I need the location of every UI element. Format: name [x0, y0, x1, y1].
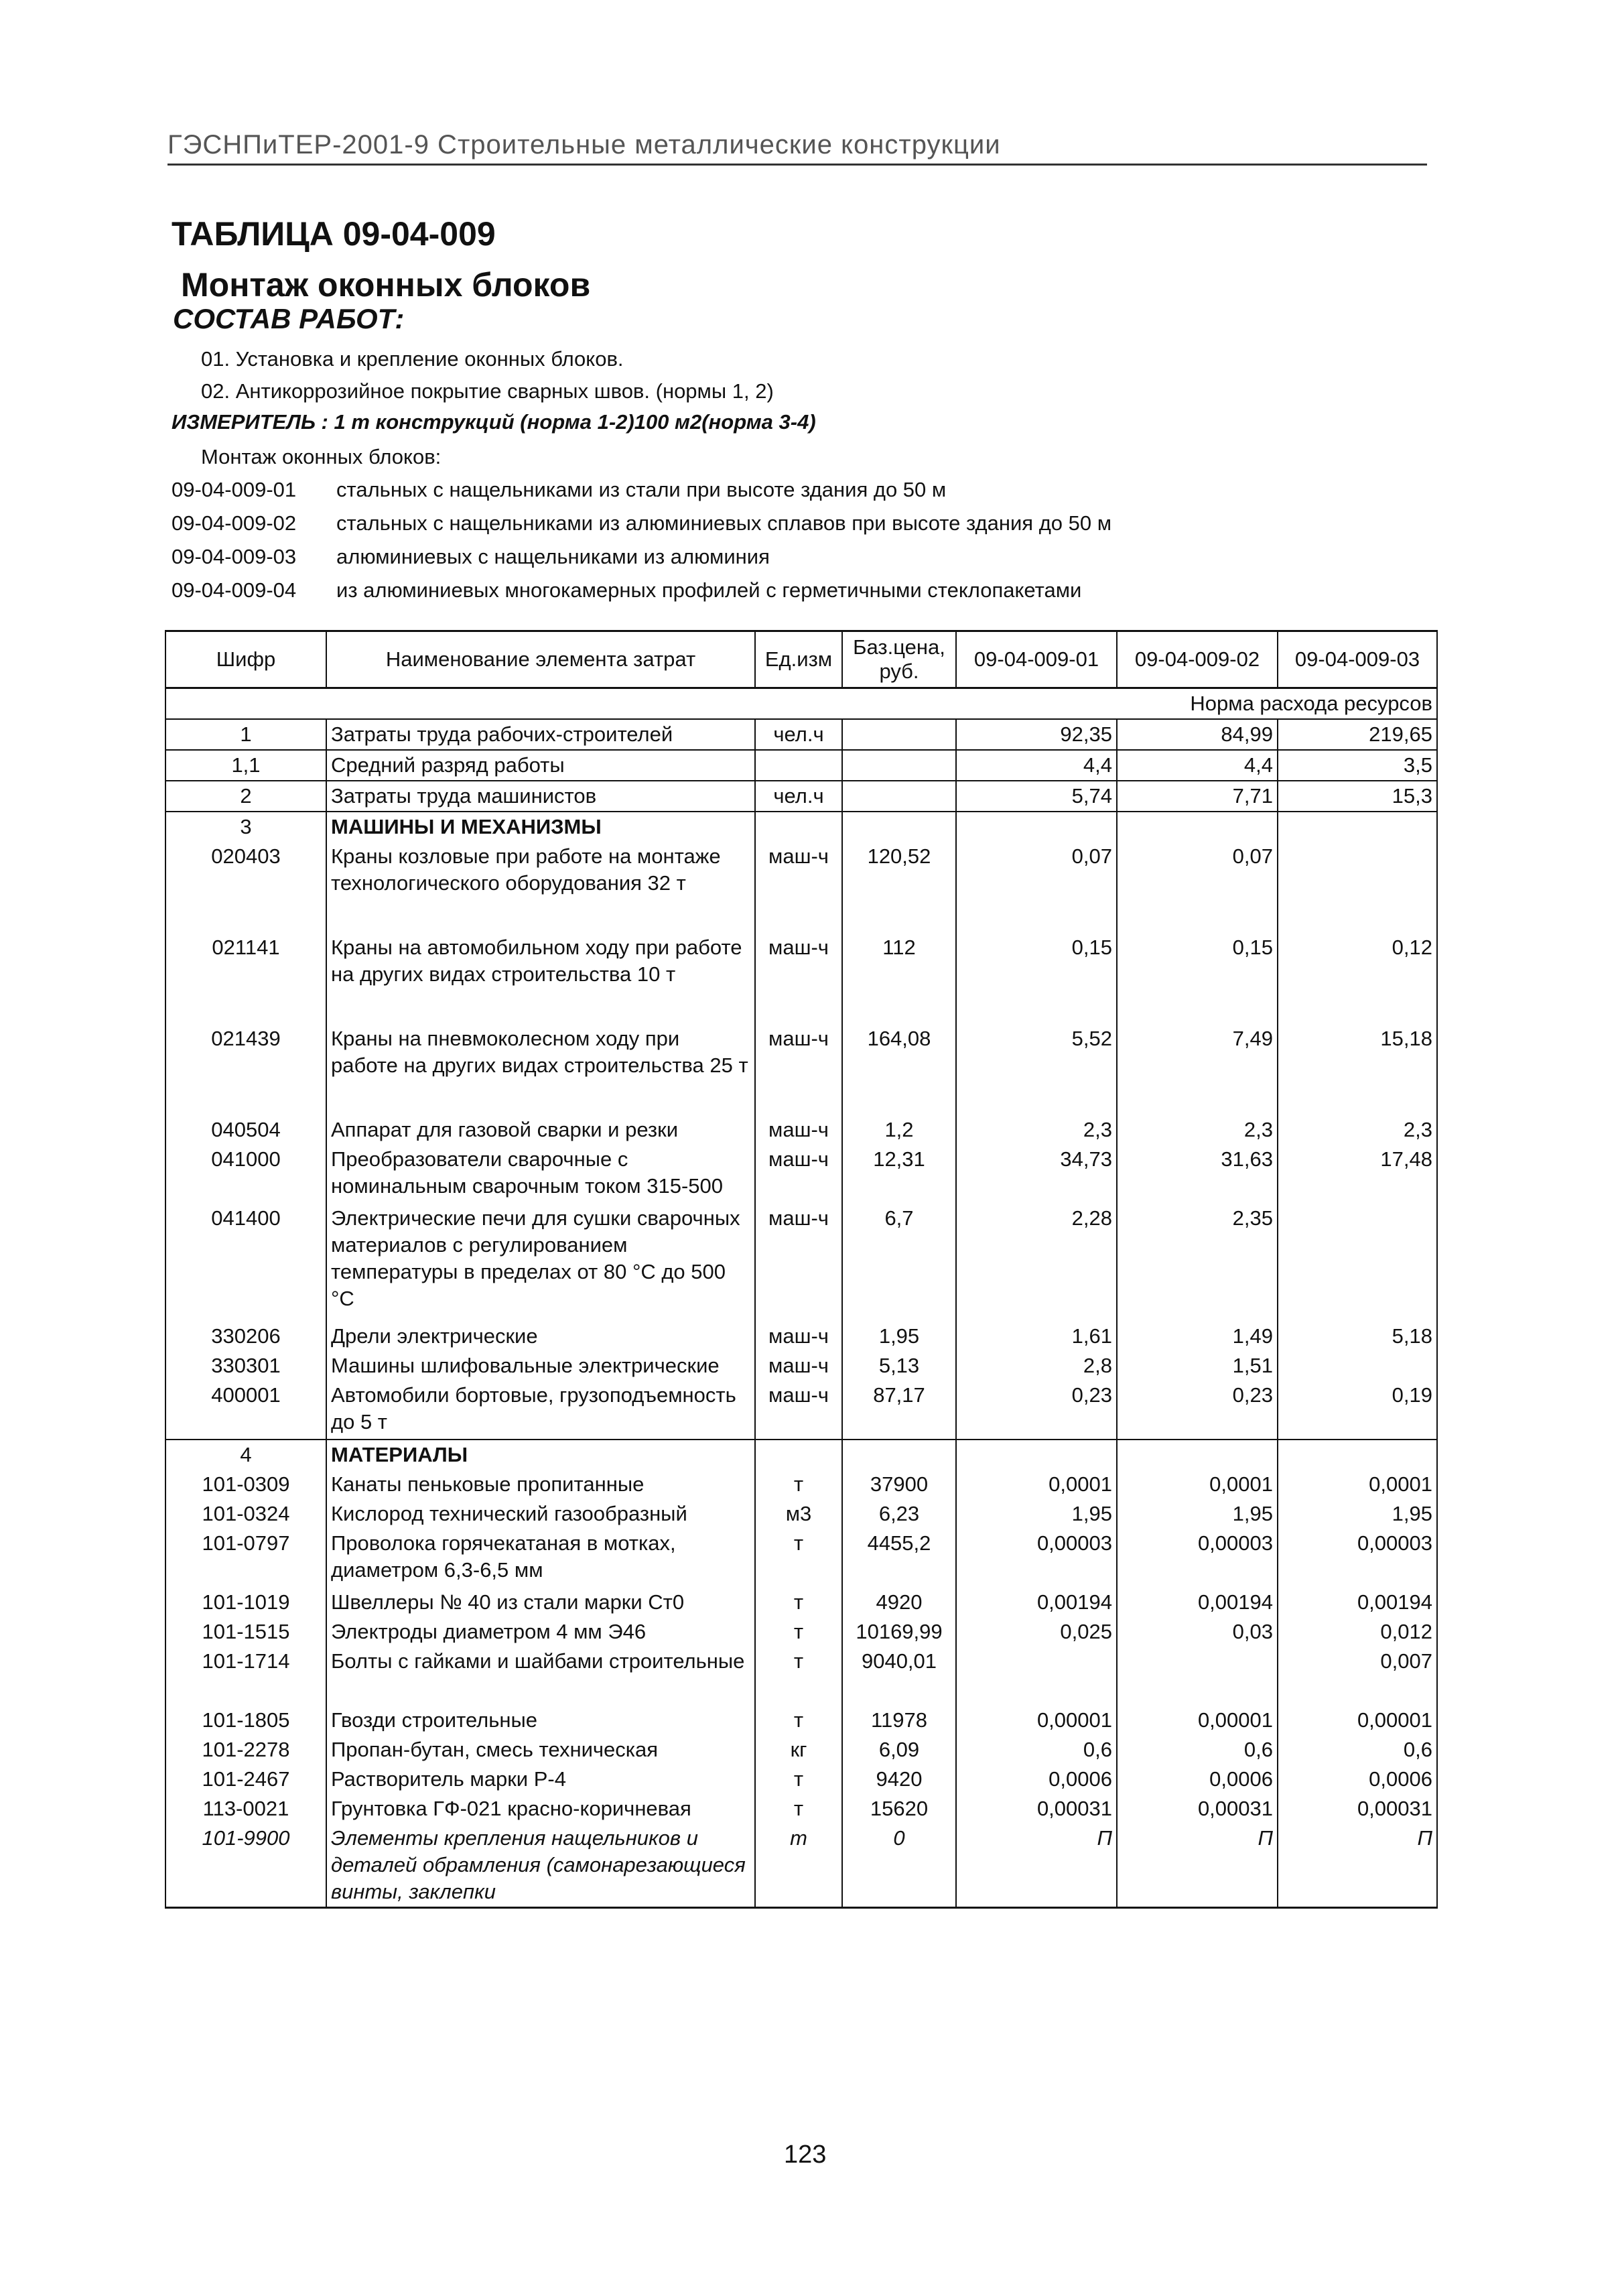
cell-code: 101-2467 — [165, 1765, 326, 1794]
table-row — [165, 1499, 1437, 1529]
cell-price — [842, 812, 956, 842]
cell-norm-2 — [1117, 1647, 1278, 1706]
cell-code: 101-1714 — [165, 1647, 326, 1706]
norms-intro: Монтаж оконных блоков: — [201, 445, 442, 468]
cell-code: 330206 — [165, 1322, 326, 1351]
cell-norm-2: 0,00031 — [1117, 1794, 1278, 1824]
cell-norm-1: 0,00003 — [956, 1529, 1117, 1588]
cell-norm-3: 0,6 — [1278, 1735, 1437, 1765]
cell-price: 37900 — [842, 1470, 956, 1499]
cell-norm-1: 0,07 — [956, 842, 1117, 933]
cell-norm-2: 0,15 — [1117, 933, 1278, 1024]
cell-unit: маш-ч — [755, 1115, 842, 1145]
cell-name: Преобразователи сварочные с номинальным сварочным током 315-500 — [326, 1145, 755, 1204]
cell-code: 041000 — [165, 1145, 326, 1204]
cell-name: Швеллеры № 40 из стали марки Ст0 — [326, 1588, 755, 1617]
cell-norm-2: 0,00194 — [1117, 1588, 1278, 1617]
cell-norm-2: 7,71 — [1117, 781, 1278, 812]
cell-price: 10169,99 — [842, 1617, 956, 1647]
cell-unit: маш-ч — [755, 842, 842, 933]
cell-name: Элементы крепления нащельников и деталей обрамления (самонарезающиеся винты, заклепки — [326, 1824, 755, 1908]
cell-norm-2 — [1117, 812, 1278, 842]
table-row — [165, 1529, 1437, 1588]
cell-price — [842, 750, 956, 781]
header-norm-1: 09-04-009-01 — [956, 631, 1117, 688]
cell-code: 101-1019 — [165, 1588, 326, 1617]
cell-name: Дрели электрические — [326, 1322, 755, 1351]
cell-unit: чел.ч — [755, 719, 842, 750]
cell-norm-2: 0,0001 — [1117, 1470, 1278, 1499]
norm-line — [172, 473, 1111, 507]
cell-norm-1: 1,95 — [956, 1499, 1117, 1529]
cell-unit: маш-ч — [755, 1024, 842, 1115]
table-row — [165, 1765, 1437, 1794]
cell-price: 112 — [842, 933, 956, 1024]
cell-norm-3: 15,18 — [1278, 1024, 1437, 1115]
subheader-cell: Норма расхода ресурсов — [165, 688, 1437, 720]
cell-unit: т — [755, 1824, 842, 1908]
norm-code: 09-04-009-03 — [172, 545, 297, 568]
cell-norm-2: 1,49 — [1117, 1322, 1278, 1351]
table-row — [165, 1115, 1437, 1145]
cell-code: 1 — [165, 719, 326, 750]
page-number: 123 — [784, 2141, 827, 2169]
table-subtitle: Монтаж оконных блоков — [181, 266, 591, 304]
cell-norm-2 — [1117, 1440, 1278, 1470]
cell-unit: маш-ч — [755, 1381, 842, 1440]
cell-norm-3 — [1278, 1440, 1437, 1470]
cell-unit: т — [755, 1647, 842, 1706]
cell-code: 021141 — [165, 933, 326, 1024]
table-row — [165, 1824, 1437, 1908]
cell-norm-1 — [956, 812, 1117, 842]
cell-name: Средний разряд работы — [326, 750, 755, 781]
cell-norm-1: 5,74 — [956, 781, 1117, 812]
cell-price: 9420 — [842, 1765, 956, 1794]
cell-unit: м3 — [755, 1499, 842, 1529]
cell-norm-2: 2,3 — [1117, 1115, 1278, 1145]
table-row — [165, 1322, 1437, 1351]
header-unit: Ед.изм — [755, 631, 842, 688]
cell-price: 6,09 — [842, 1735, 956, 1765]
cell-unit: маш-ч — [755, 1204, 842, 1322]
cell-code: 101-9900 — [165, 1824, 326, 1908]
cell-norm-3: 0,012 — [1278, 1617, 1437, 1647]
cell-name: Болты с гайками и шайбами строительные — [326, 1647, 755, 1706]
cell-norm-1 — [956, 1440, 1117, 1470]
work-item: 01. Установка и крепление оконных блоков. — [201, 347, 624, 371]
cell-norm-3 — [1278, 1204, 1437, 1322]
cell-norm-3: 0,19 — [1278, 1381, 1437, 1440]
cell-price — [842, 719, 956, 750]
cell-name: Краны на автомобильном ходу при работе на других видах строительства 10 т — [326, 933, 755, 1024]
table-row — [165, 842, 1437, 933]
cell-code: 4 — [165, 1440, 326, 1470]
cell-norm-1: 4,4 — [956, 750, 1117, 781]
cell-unit: маш-ч — [755, 933, 842, 1024]
table-row — [165, 1647, 1437, 1706]
cell-price — [842, 781, 956, 812]
table-row — [165, 1470, 1437, 1499]
cell-unit: т — [755, 1529, 842, 1588]
table-row — [165, 1794, 1437, 1824]
cell-code: 101-0324 — [165, 1499, 326, 1529]
cell-norm-1: 0,0006 — [956, 1765, 1117, 1794]
cell-norm-1: 2,28 — [956, 1204, 1117, 1322]
cell-unit — [755, 750, 842, 781]
cell-norm-1: 34,73 — [956, 1145, 1117, 1204]
cell-norm-3: 0,00031 — [1278, 1794, 1437, 1824]
cell-name: Электроды диаметром 4 мм Э46 — [326, 1617, 755, 1647]
cell-price: 6,7 — [842, 1204, 956, 1322]
cell-norm-3 — [1278, 1351, 1437, 1381]
cell-unit: т — [755, 1470, 842, 1499]
cell-norm-2: 0,07 — [1117, 842, 1278, 933]
norm-text: алюминиевых с нащельниками из алюминия — [336, 545, 770, 568]
resource-norms-table — [165, 630, 1438, 1909]
cell-code: 041400 — [165, 1204, 326, 1322]
cell-price: 6,23 — [842, 1499, 956, 1529]
cell-norm-1: 92,35 — [956, 719, 1117, 750]
cell-norm-3: 0,00003 — [1278, 1529, 1437, 1588]
cell-norm-1: 0,23 — [956, 1381, 1117, 1440]
cell-norm-2: 84,99 — [1117, 719, 1278, 750]
table-row — [165, 1617, 1437, 1647]
table-title: ТАБЛИЦА 09-04-009 — [172, 215, 496, 253]
cell-norm-1: 0,15 — [956, 933, 1117, 1024]
cell-price: 5,13 — [842, 1351, 956, 1381]
cell-norm-3: 2,3 — [1278, 1115, 1437, 1145]
cell-unit: кг — [755, 1735, 842, 1765]
cell-price: 87,17 — [842, 1381, 956, 1440]
cell-unit — [755, 1440, 842, 1470]
cell-unit: маш-ч — [755, 1322, 842, 1351]
header-code: Шифр — [165, 631, 326, 688]
header-norm-2: 09-04-009-02 — [1117, 631, 1278, 688]
cell-norm-3: 3,5 — [1278, 750, 1437, 781]
cell-code: 101-1805 — [165, 1706, 326, 1735]
norm-code: 09-04-009-01 — [172, 478, 297, 501]
cell-norm-1: 5,52 — [956, 1024, 1117, 1115]
cell-unit: т — [755, 1794, 842, 1824]
cell-unit: т — [755, 1588, 842, 1617]
work-item: 02. Антикоррозийное покрытие сварных швов. (нормы 1, 2) — [201, 379, 774, 403]
cell-name: Автомобили бортовые, грузоподъемность до 5 т — [326, 1381, 755, 1440]
cell-code: 3 — [165, 812, 326, 842]
cell-norm-3: 219,65 — [1278, 719, 1437, 750]
table-row — [165, 1381, 1437, 1440]
cell-norm-3: 0,00194 — [1278, 1588, 1437, 1617]
cell-price: 4455,2 — [842, 1529, 956, 1588]
cell-norm-3 — [1278, 812, 1437, 842]
cell-name: Затраты труда машинистов — [326, 781, 755, 812]
cell-name: Кислород технический газообразный — [326, 1499, 755, 1529]
table-body — [165, 688, 1437, 1908]
cell-norm-2: 0,00003 — [1117, 1529, 1278, 1588]
cell-code: 400001 — [165, 1381, 326, 1440]
cell-code: 1,1 — [165, 750, 326, 781]
cell-unit: т — [755, 1706, 842, 1735]
table-row — [165, 1440, 1437, 1470]
norm-text: стальных с нащельниками из алюминиевых сплавов при высоте здания до 50 м — [336, 511, 1112, 535]
cell-norm-2: 0,23 — [1117, 1381, 1278, 1440]
cell-norm-3: 0,12 — [1278, 933, 1437, 1024]
cell-norm-1: 0,00194 — [956, 1588, 1117, 1617]
cell-name: Пропан-бутан, смесь техническая — [326, 1735, 755, 1765]
norm-line — [172, 574, 1111, 607]
norm-code: 09-04-009-02 — [172, 511, 297, 535]
cell-name: Проволока горячекатаная в мотках, диаметром 6,3-6,5 мм — [326, 1529, 755, 1588]
cell-norm-1: 0,0001 — [956, 1470, 1117, 1499]
cell-name: Канаты пеньковые пропитанные — [326, 1470, 755, 1499]
cell-norm-3: 0,0006 — [1278, 1765, 1437, 1794]
cell-price: 11978 — [842, 1706, 956, 1735]
norm-text: из алюминиевых многокамерных профилей с герметичными стеклопакетами — [336, 578, 1082, 602]
cell-name: Электрические печи для сушки сварочных материалов с регулированием температуры в пределах от 80 °С до 500 °С — [326, 1204, 755, 1322]
cell-norm-1: 2,8 — [956, 1351, 1117, 1381]
cell-price — [842, 1440, 956, 1470]
cell-name: МАТЕРИАЛЫ — [326, 1440, 755, 1470]
cell-price: 1,95 — [842, 1322, 956, 1351]
table-row — [165, 1588, 1437, 1617]
cell-name: Грунтовка ГФ-021 красно-коричневая — [326, 1794, 755, 1824]
cell-price: 9040,01 — [842, 1647, 956, 1706]
table-row — [165, 781, 1437, 812]
subheader-row — [165, 688, 1437, 720]
cell-unit — [755, 812, 842, 842]
norm-list — [172, 473, 1111, 607]
cell-norm-1: 0,00001 — [956, 1706, 1117, 1735]
cell-name: Машины шлифовальные электрические — [326, 1351, 755, 1381]
cell-norm-2: 0,03 — [1117, 1617, 1278, 1647]
measure-line: ИЗМЕРИТЕЛЬ : 1 т конструкций (норма 1-2)100 м2(норма 3-4) — [172, 410, 816, 434]
cell-price: 1,2 — [842, 1115, 956, 1145]
cell-code: 101-0797 — [165, 1529, 326, 1588]
table-row — [165, 750, 1437, 781]
cell-norm-3: 15,3 — [1278, 781, 1437, 812]
norm-line — [172, 507, 1111, 540]
cell-unit: т — [755, 1617, 842, 1647]
cell-norm-3: 0,0001 — [1278, 1470, 1437, 1499]
cell-price: 15620 — [842, 1794, 956, 1824]
table-row — [165, 1351, 1437, 1381]
cell-code: 101-0309 — [165, 1470, 326, 1499]
table-row — [165, 812, 1437, 842]
cell-name: Растворитель марки Р-4 — [326, 1765, 755, 1794]
cell-name: МАШИНЫ И МЕХАНИЗМЫ — [326, 812, 755, 842]
cell-price: 4920 — [842, 1588, 956, 1617]
header-norm-3: 09-04-009-03 — [1278, 631, 1437, 688]
table-header-row — [165, 631, 1437, 688]
cell-unit: маш-ч — [755, 1351, 842, 1381]
cell-norm-1: 1,61 — [956, 1322, 1117, 1351]
cell-norm-1: 0,00031 — [956, 1794, 1117, 1824]
table-row — [165, 1145, 1437, 1204]
cell-norm-1: 0,025 — [956, 1617, 1117, 1647]
cell-norm-1 — [956, 1647, 1117, 1706]
table-row — [165, 1024, 1437, 1115]
cell-norm-2: 4,4 — [1117, 750, 1278, 781]
cell-norm-3: 17,48 — [1278, 1145, 1437, 1204]
table-row — [165, 719, 1437, 750]
header-name: Наименование элемента затрат — [326, 631, 755, 688]
norm-line — [172, 540, 1111, 574]
cell-unit: т — [755, 1765, 842, 1794]
cell-norm-2: 0,0006 — [1117, 1765, 1278, 1794]
cell-code: 101-1515 — [165, 1617, 326, 1647]
cell-norm-2: 1,51 — [1117, 1351, 1278, 1381]
cell-code: 2 — [165, 781, 326, 812]
cell-code: 101-2278 — [165, 1735, 326, 1765]
cell-norm-1: 2,3 — [956, 1115, 1117, 1145]
cell-name: Краны на пневмоколесном ходу при работе на других видах строительства 25 т — [326, 1024, 755, 1115]
cell-norm-1: П — [956, 1824, 1117, 1908]
header-price: Баз.цена, руб. — [842, 631, 956, 688]
cell-price: 0 — [842, 1824, 956, 1908]
table-row — [165, 1706, 1437, 1735]
cell-norm-2: 31,63 — [1117, 1145, 1278, 1204]
running-title: ГЭСНПиТЕР-2001-9 Строительные металлические конструкции — [167, 130, 1001, 160]
norm-text: стальных с нащельниками из стали при высоте здания до 50 м — [336, 478, 947, 501]
cell-norm-3: 0,00001 — [1278, 1706, 1437, 1735]
cell-code: 113-0021 — [165, 1794, 326, 1824]
cell-code: 021439 — [165, 1024, 326, 1115]
cell-name: Гвозди строительные — [326, 1706, 755, 1735]
cell-code: 020403 — [165, 842, 326, 933]
cell-unit: чел.ч — [755, 781, 842, 812]
table-row — [165, 1735, 1437, 1765]
cell-price: 120,52 — [842, 842, 956, 933]
table-row — [165, 1204, 1437, 1322]
running-header — [167, 126, 1427, 166]
cell-norm-3: П — [1278, 1824, 1437, 1908]
cell-unit: маш-ч — [755, 1145, 842, 1204]
cell-norm-1: 0,6 — [956, 1735, 1117, 1765]
cell-price: 12,31 — [842, 1145, 956, 1204]
cell-norm-2: 2,35 — [1117, 1204, 1278, 1322]
cell-code: 040504 — [165, 1115, 326, 1145]
cell-name: Краны козловые при работе на монтаже технологического оборудования 32 т — [326, 842, 755, 933]
cell-name: Затраты труда рабочих-строителей — [326, 719, 755, 750]
norm-code: 09-04-009-04 — [172, 578, 297, 602]
cell-norm-2: 7,49 — [1117, 1024, 1278, 1115]
work-composition-label: СОСТАВ РАБОТ: — [173, 303, 405, 334]
cell-norm-2: 1,95 — [1117, 1499, 1278, 1529]
cell-norm-3 — [1278, 842, 1437, 933]
cell-norm-2: 0,6 — [1117, 1735, 1278, 1765]
table-row — [165, 933, 1437, 1024]
cell-norm-2: П — [1117, 1824, 1278, 1908]
cell-price: 164,08 — [842, 1024, 956, 1115]
cell-norm-3: 0,007 — [1278, 1647, 1437, 1706]
cell-norm-2: 0,00001 — [1117, 1706, 1278, 1735]
cell-norm-3: 5,18 — [1278, 1322, 1437, 1351]
cell-norm-3: 1,95 — [1278, 1499, 1437, 1529]
cell-name: Аппарат для газовой сварки и резки — [326, 1115, 755, 1145]
cell-code: 330301 — [165, 1351, 326, 1381]
